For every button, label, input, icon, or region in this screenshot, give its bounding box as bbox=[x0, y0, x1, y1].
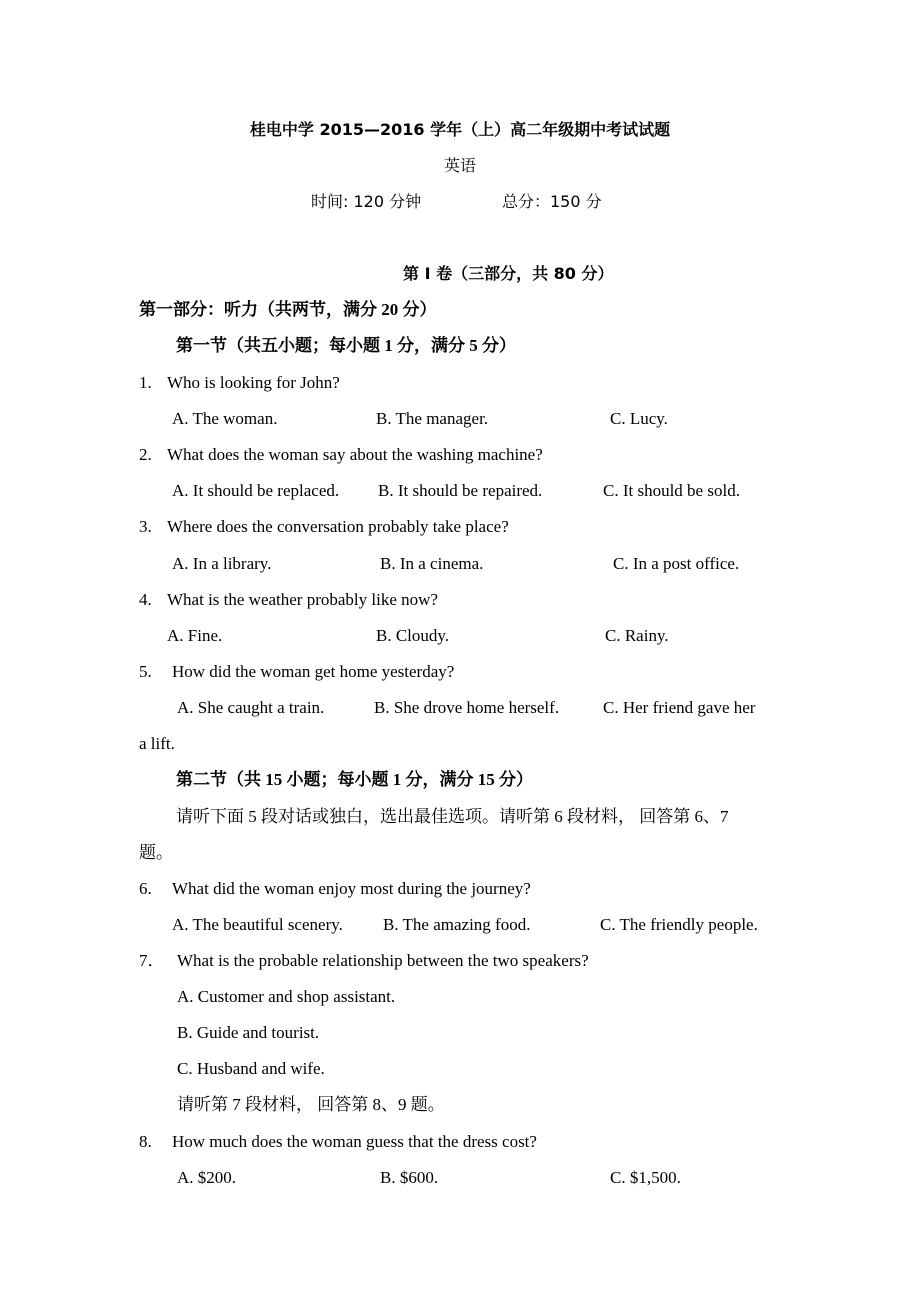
option-c: C. The friendly people. bbox=[600, 915, 758, 934]
section2-title: 第二节（共 15 小题；每小题 1 分，满分 15 分） bbox=[176, 770, 533, 789]
exam-total-score: 总分：150 分 bbox=[502, 192, 602, 211]
option-c: C. $1,500. bbox=[610, 1168, 681, 1187]
option-c: C. In a post office. bbox=[613, 554, 740, 573]
option-b: B. She drove home herself. bbox=[374, 698, 560, 717]
question-text: Who is looking for John? bbox=[167, 373, 340, 392]
question-text: What is the weather probably like now? bbox=[167, 590, 438, 609]
question-text: Where does the conversation probably take place? bbox=[167, 517, 509, 536]
question-text: What is the probable relationship between the two speakers? bbox=[177, 951, 589, 970]
subject: 英语 bbox=[443, 156, 476, 175]
instruction-q8-9: 请听第 7 段材料， 回答第 8、9 题。 bbox=[177, 1095, 445, 1114]
option-a: A. The beautiful scenery. bbox=[172, 915, 343, 934]
question-number: 2. bbox=[139, 445, 152, 464]
option-b: B. $600. bbox=[380, 1168, 439, 1187]
option-a: A. Customer and shop assistant. bbox=[177, 987, 396, 1006]
part1-title: 第一部分：听力（共两节，满分 20 分） bbox=[139, 300, 437, 319]
option-a: A. The woman. bbox=[172, 409, 278, 428]
option-a: A. It should be replaced. bbox=[172, 481, 340, 500]
question-number: 5. bbox=[139, 662, 152, 681]
option-b: B. In a cinema. bbox=[380, 554, 484, 573]
option-b: B. The amazing food. bbox=[383, 915, 531, 934]
option-a: A. She caught a train. bbox=[177, 698, 325, 717]
question-number: 1. bbox=[139, 373, 152, 392]
option-a: A. In a library. bbox=[172, 554, 272, 573]
option-c: C. Lucy. bbox=[610, 409, 668, 428]
volume-title: 第 I 卷（三部分，共 80 分） bbox=[403, 264, 614, 283]
question-number: 8. bbox=[139, 1132, 152, 1151]
option-a: A. Fine. bbox=[167, 626, 223, 645]
option-b: B. Guide and tourist. bbox=[177, 1023, 320, 1042]
option-b: B. The manager. bbox=[376, 409, 489, 428]
option-a: A. $200. bbox=[177, 1168, 237, 1187]
option-c-continuation: a lift. bbox=[139, 734, 175, 753]
section1-title: 第一节（共五小题；每小题 1 分，满分 5 分） bbox=[176, 336, 516, 355]
exam-time: 时间: 120 分钟 bbox=[311, 192, 422, 211]
section2-instruction-continued: 题。 bbox=[139, 843, 173, 862]
question-number: 7． bbox=[139, 951, 165, 970]
question-text: How did the woman get home yesterday? bbox=[172, 662, 455, 681]
question-number: 6. bbox=[139, 879, 152, 898]
option-c: C. Husband and wife. bbox=[177, 1059, 325, 1078]
option-c: C. It should be sold. bbox=[603, 481, 740, 500]
question-text: What does the woman say about the washing machine? bbox=[167, 445, 543, 464]
option-b: B. It should be repaired. bbox=[378, 481, 543, 500]
option-c: C. Rainy. bbox=[605, 626, 669, 645]
section2-instruction: 请听下面 5 段对话或独白，选出最佳选项。请听第 6 段材料， 回答第 6、7 bbox=[176, 807, 729, 826]
question-number: 4. bbox=[139, 590, 152, 609]
question-text: How much does the woman guess that the dress cost? bbox=[172, 1132, 537, 1151]
option-c: C. Her friend gave her bbox=[603, 698, 756, 717]
question-text: What did the woman enjoy most during the journey? bbox=[172, 879, 531, 898]
option-b: B. Cloudy. bbox=[376, 626, 450, 645]
question-number: 3. bbox=[139, 517, 152, 536]
exam-title: 桂电中学 2015—2016 学年（上）高二年级期中考试试题 bbox=[249, 120, 671, 139]
